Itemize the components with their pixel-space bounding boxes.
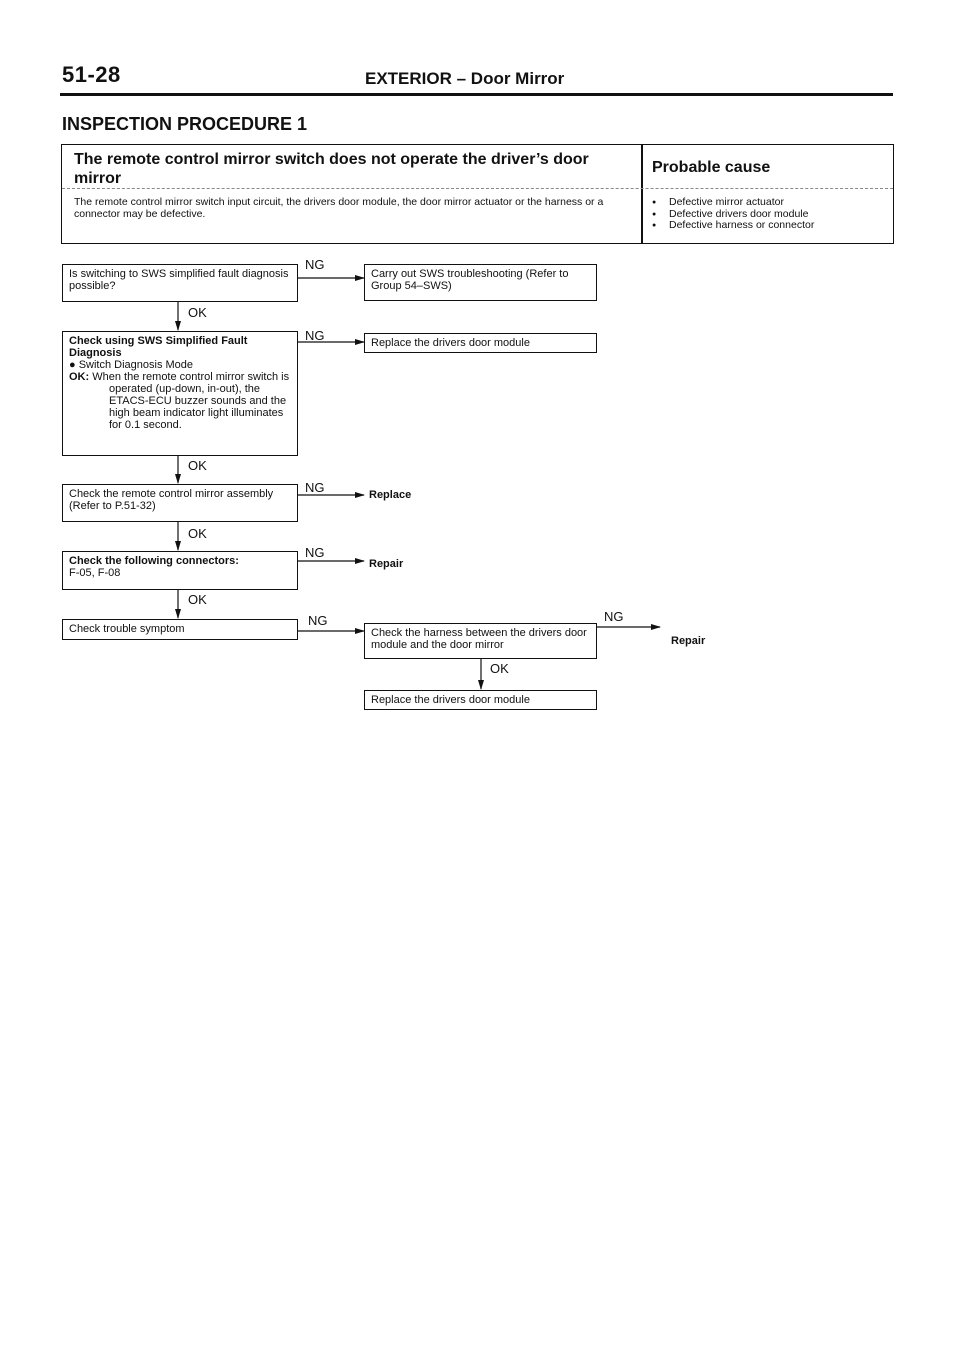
ok-label: OK <box>188 458 207 473</box>
ok-criteria-text: When the remote control mirror switch is operated (up-down, in-out), the ETACS-ECU buzzer sounds and the high beam indicator light illuminates for 0.1 second. <box>92 371 290 431</box>
ng-label: NG <box>305 480 325 495</box>
result-sws-troubleshooting <box>364 264 597 301</box>
step-check-connectors-title: Check the following connectors: <box>69 555 239 567</box>
step-check-harness <box>364 623 597 659</box>
step-check-trouble-symptom <box>62 619 298 640</box>
section-title: INSPECTION PROCEDURE 1 <box>62 114 308 134</box>
cause-item: ● Defective harness or connector <box>652 220 814 232</box>
problem-title: The remote control mirror switch does not operate the driver’s door mirror <box>74 151 589 187</box>
step-check-harness-text: Check the harness between the drivers door module and the door mirror <box>371 627 587 651</box>
page-number: 51-28 <box>62 62 121 87</box>
result-replace-door-module <box>364 333 597 353</box>
result-replace-door-module-final <box>364 690 597 710</box>
step-check-trouble-symptom-text: Check trouble symptom <box>69 623 185 635</box>
step-sws-diagnosis-title: Check using SWS Simplified Fault Diagnosis <box>69 335 248 359</box>
page-header-title: EXTERIOR – Door Mirror <box>365 69 565 88</box>
step-check-mirror-assembly <box>62 484 298 522</box>
step-check-connectors-list: F-05, F-08 <box>69 567 121 579</box>
ng-label: NG <box>308 613 328 628</box>
cause-item: ● Defective mirror actuator <box>652 197 814 209</box>
step-sws-diagnosis-bullet: ● Switch Diagnosis Mode <box>69 359 194 371</box>
ok-label: OK <box>188 305 207 320</box>
ng-label: NG <box>305 257 325 272</box>
ok-criteria-label: OK: <box>69 371 90 383</box>
cause-item: ● Defective drivers door module <box>652 209 814 221</box>
ok-label: OK <box>490 661 509 676</box>
ok-label: OK <box>188 526 207 541</box>
result-repair: Repair <box>369 558 404 570</box>
step-check-mirror-assembly-text: Check the remote control mirror assembly (Refer to P.51-32) <box>69 488 274 512</box>
result-repair-harness: Repair <box>671 635 706 647</box>
result-sws-troubleshooting-text: Carry out SWS troubleshooting (Refer to Group 54–SWS) <box>371 268 569 292</box>
ok-label: OK <box>188 592 207 607</box>
probable-cause-title: Probable cause <box>652 159 771 176</box>
step-sws-possible <box>62 264 298 302</box>
ng-label: NG <box>305 328 325 343</box>
result-replace-door-module-text: Replace the drivers door module <box>371 337 530 349</box>
step-check-connectors <box>62 551 298 590</box>
result-replace-door-module-final-text: Replace the drivers door module <box>371 694 530 706</box>
step-sws-possible-text: Is switching to SWS simplified fault diagnosis possible? <box>69 268 289 292</box>
ng-label: NG <box>305 545 325 560</box>
result-replace: Replace <box>369 489 412 501</box>
step-sws-diagnosis <box>62 331 298 456</box>
problem-description: The remote control mirror switch input circuit, the drivers door module, the door mirror actuator or the harness or a connector may be defective. <box>74 196 604 220</box>
ng-label: NG <box>604 609 624 624</box>
